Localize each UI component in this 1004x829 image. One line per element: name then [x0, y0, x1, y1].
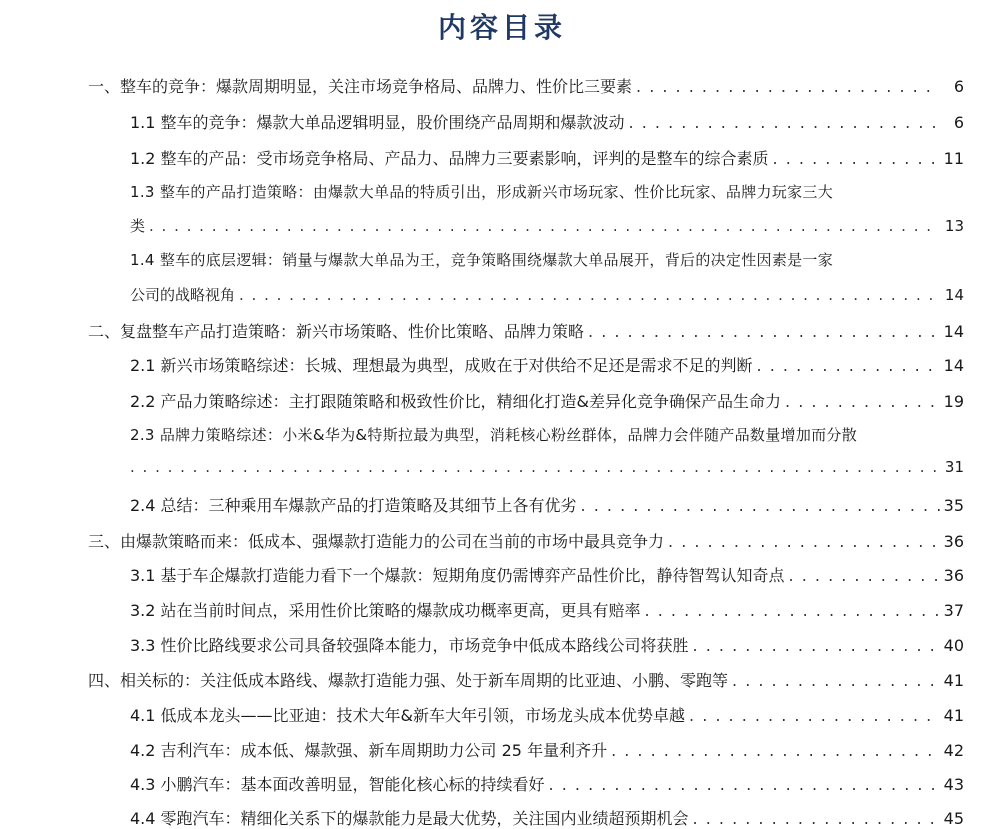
dot-leader — [636, 77, 940, 96]
toc-page-number: 45 — [943, 809, 964, 828]
toc-entry[interactable] — [88, 668, 964, 691]
toc-entry[interactable] — [130, 458, 964, 476]
toc-page-number: 6 — [953, 113, 964, 132]
toc-entry-text: 四、相关标的：关注低成本路线、爆款打造能力强、处于新车周期的比亚迪、小鹏、零跑等 — [88, 671, 729, 690]
dot-leader — [732, 671, 940, 690]
dot-leader — [588, 322, 940, 341]
dot-leader — [689, 706, 940, 725]
dot-leader — [581, 496, 940, 515]
toc-entry-text-line1[interactable]: 1.4 整车的底层逻辑：销量与爆款大单品为王，竞争策略围绕爆款大单品展开，背后的决定性因素是一家 — [130, 251, 834, 269]
toc-page-number: 14 — [944, 286, 964, 304]
toc-page-number: 14 — [943, 356, 964, 375]
toc-entry[interactable] — [88, 74, 964, 97]
toc-entry-text: 1.1 整车的竞争：爆款大单品逻辑明显，股价围绕产品周期和爆款波动 — [130, 113, 625, 132]
page-title: 内容目录 — [437, 11, 566, 44]
toc-entry-text-line1[interactable]: 1.3 整车的产品打造策略：由爆款大单品的特质引出，形成新兴市场玩家、性价比玩家、品牌力玩家三大 — [130, 183, 834, 201]
toc-entry[interactable] — [130, 806, 964, 829]
toc-page-number: 14 — [943, 322, 964, 341]
dot-leader — [773, 149, 940, 168]
toc-entry[interactable] — [130, 389, 964, 412]
toc-entry[interactable] — [130, 284, 964, 305]
toc-entry-text: 2.2 产品力策略综述：主打跟随策略和极致性价比，精细化打造&差异化竞争确保产品生命力 — [130, 392, 782, 411]
toc-page-number: 13 — [944, 217, 964, 235]
toc-entry-text: 4.3 小鹏汽车：基本面改善明显，智能化核心标的持续看好 — [130, 775, 545, 794]
toc-entry[interactable] — [130, 110, 964, 133]
dot-leader — [645, 601, 940, 620]
dot-leader — [239, 286, 940, 304]
toc-entry-text: 3.1 基于车企爆款打造能力看下一个爆款：短期角度仍需博弈产品性价比，静待智驾认知奇点 — [130, 566, 785, 585]
toc-entry-text-line2: 公司的战略视角 — [130, 286, 236, 304]
toc-entry[interactable] — [88, 319, 964, 342]
toc-page-number: 43 — [943, 775, 964, 794]
dot-leader — [611, 741, 940, 760]
toc-page-number: 36 — [943, 566, 964, 585]
dot-leader — [785, 392, 940, 411]
toc-entry[interactable] — [130, 772, 964, 795]
toc-entry-text-line2: 类 — [130, 217, 146, 235]
toc-entry[interactable] — [130, 633, 964, 656]
toc-page-number: 42 — [943, 741, 964, 760]
toc-entry[interactable] — [130, 353, 964, 376]
toc-entry-text: 3.2 站在当前时间点，采用性价比策略的爆款成功概率更高，更具有赔率 — [130, 601, 641, 620]
toc-entry-text: 一、整车的竞争：爆款周期明显，关注市场竞争格局、品牌力、性价比三要素 — [88, 77, 633, 96]
toc-entry-text: 三、由爆款策略而来：低成本、强爆款打造能力的公司在当前的市场中最具竞争力 — [88, 532, 665, 551]
toc-entry-text: 4.2 吉利汽车：成本低、爆款强、新车周期助力公司 25 年量利齐升 — [130, 741, 608, 760]
dot-leader — [757, 356, 940, 375]
toc-page-number: 41 — [943, 671, 964, 690]
toc-page-number: 31 — [944, 458, 964, 476]
toc-entry-text-line1[interactable]: 2.3 品牌力策略综述：小米&华为&特斯拉最为典型，消耗核心粉丝群体，品牌力会伴随产品数量增加而分散 — [130, 426, 858, 444]
dot-leader — [130, 458, 940, 476]
toc-page-number: 19 — [943, 392, 964, 411]
toc-entry[interactable] — [130, 493, 964, 516]
toc-entry[interactable] — [130, 146, 964, 169]
toc-page-number: 6 — [953, 77, 964, 96]
dot-leader — [549, 775, 940, 794]
toc-entry-text: 2.4 总结：三种乘用车爆款产品的打造策略及其细节上各有优劣 — [130, 496, 577, 515]
dot-leader — [693, 809, 940, 828]
dot-leader — [149, 217, 940, 235]
toc-page-number: 40 — [943, 636, 964, 655]
toc-page-number: 36 — [943, 532, 964, 551]
toc-entry-text: 4.1 低成本龙头——比亚迪：技术大年&新车大年引领，市场龙头成本优势卓越 — [130, 706, 686, 725]
toc-entry-text: 二、复盘整车产品打造策略：新兴市场策略、性价比策略、品牌力策略 — [88, 322, 585, 341]
toc-page-number: 35 — [943, 496, 964, 515]
toc-entry[interactable] — [88, 529, 964, 552]
toc-page-number: 11 — [943, 149, 964, 168]
toc-entry[interactable] — [130, 598, 964, 621]
toc-entry-text: 3.3 性价比路线要求公司具备较强降本能力，市场竞争中低成本路线公司将获胜 — [130, 636, 689, 655]
toc-entry-text: 1.2 整车的产品：受市场竞争格局、产品力、品牌力三要素影响，评判的是整车的综合素质 — [130, 149, 769, 168]
toc-entry[interactable] — [130, 703, 964, 726]
toc-page-number: 41 — [943, 706, 964, 725]
toc-page-number: 37 — [943, 601, 964, 620]
dot-leader — [668, 532, 940, 551]
toc-entry[interactable] — [130, 215, 964, 236]
dot-leader — [693, 636, 940, 655]
dot-leader — [789, 566, 940, 585]
toc-entry-text: 2.1 新兴市场策略综述：长城、理想最为典型，成败在于对供给不足还是需求不足的判断 — [130, 356, 753, 375]
toc-entry-text: 4.4 零跑汽车：精细化关系下的爆款能力是最大优势，关注国内业绩超预期机会 — [130, 809, 689, 828]
toc-entry[interactable] — [130, 563, 964, 586]
toc-entry[interactable] — [130, 738, 964, 761]
dot-leader — [629, 113, 940, 132]
